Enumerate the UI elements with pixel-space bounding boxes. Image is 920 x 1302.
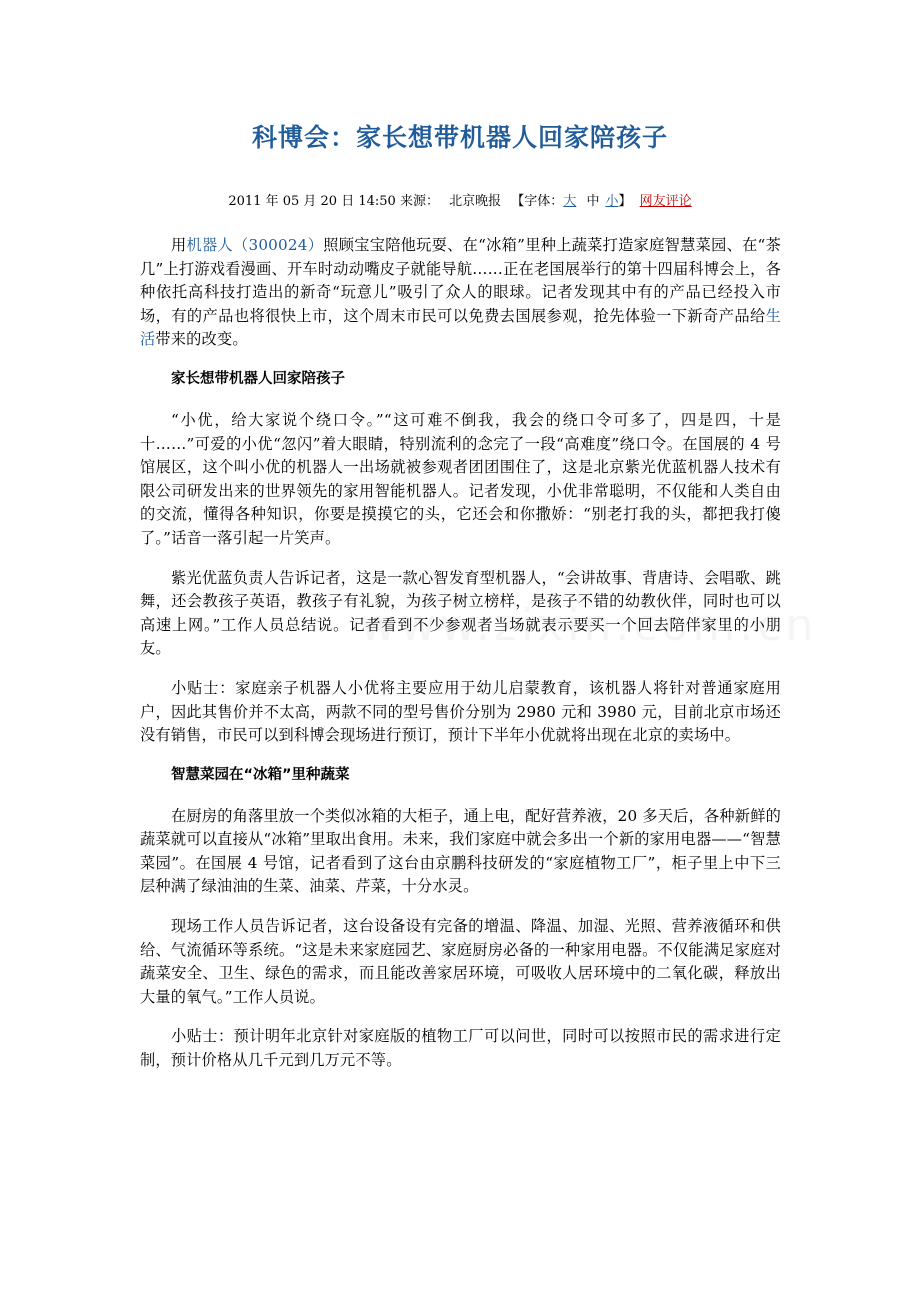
publish-time: 14:50: [358, 194, 396, 209]
article-title: 科博会：家长想带机器人回家陪孩子: [251, 123, 668, 152]
comments-link[interactable]: 网友评论: [639, 194, 692, 209]
article-meta: [0, 190, 920, 209]
paragraph-garden-tip: 小贴士：预计明年北京针对家庭版的植物工厂可以问世，同时可以按照市民的需求进行定制，预计价格从几千元到几万元不等。: [140, 1027, 781, 1070]
paragraph-robot-demo: “小优，给大家说个绕口令。”“这可难不倒我，我会的绕口令可多了，四是四，十是十……”可爱的小优“忽闪”着大眼睛，特别流利的念完了一段“高难度”绕口令。在国展的 4 号馆展区，这个叫小优的机器人一出场就被参观者团团围住了，这是北京紫光优蓝机器人技术有限公司研发出来的世界领先的家用智能机器人。记者发现，小优非常聪明，不仅能和人类自由的交流，懂得各种知识，你要是摸摸它的头，它还会和你撒娇：“别老打我的头，都把我打傻了。”话音一落引起一片笑声。: [140, 410, 781, 547]
intro-text-post: 带来的改变。: [155, 330, 248, 349]
paragraph-intro: [140, 234, 781, 352]
intro-text-mid: 照顾宝宝陪他玩耍、在“冰箱”里种上蔬菜打造家庭智慧菜园、在“茶几”上打游戏看漫画、开车时动动嘴皮子就能导航……正在老国展举行的第十四届科博会上，各种依托高科技打造出的新奇“玩意儿”吸引了众人的眼球。记者发现其中有的产品已经投入市场，有的产品也将很快上市，这个周末市民可以免费去国展参观，抢先体验一下新奇产品给: [140, 236, 782, 325]
source-name: 北京晚报: [449, 194, 502, 209]
section-heading-robot: 家长想带机器人回家陪孩子: [171, 370, 345, 387]
robot-stock-link[interactable]: 机器人（300024）: [186, 236, 324, 254]
paragraph-garden-features: 现场工作人员告诉记者，这台设备设有完备的增温、降温、加湿、光照、营养液循环和供给、气流循环等系统。“这是未来家庭园艺、家庭厨房必备的一种家用电器。不仅能满足家庭对蔬菜安全、卫生、绿色的需求，而且能改善家居环境，可吸收人居环境中的二氧化碳，释放出大量的氧气。”工作人员说。: [140, 917, 781, 1006]
article-body: [140, 234, 781, 1089]
intro-text-pre: 用: [171, 236, 187, 254]
source-label: 来源：: [399, 194, 439, 209]
publish-date: 2011 年 05 月 20 日: [228, 194, 355, 209]
paragraph-robot-tip: 小贴士：家庭亲子机器人小优将主要应用于幼儿启蒙教育，该机器人将针对普通家庭用户，因此其售价并不太高，两款不同的型号售价分别为 2980 元和 3980 元，目前北京市场还没有销售，市民可以到科博会现场进行预订，预计下半年小优就将出现在北京的卖场中。: [140, 678, 781, 745]
font-size-medium: 中: [586, 194, 600, 209]
section-heading-garden: 智慧菜园在“冰箱”里种蔬菜: [171, 766, 350, 783]
font-size-close: 】: [618, 194, 632, 209]
font-size-open: 【字体：: [511, 194, 564, 209]
paragraph-garden-intro: 在厨房的角落里放一个类似冰箱的大柜子，通上电，配好营养液，20 多天后，各种新鲜的蔬菜就可以直接从“冰箱”里取出食用。未来，我们家庭中就会多出一个新的家用电器——“智慧菜园”。在国展 4 号馆，记者看到了这台由京鹏科技研发的“家庭植物工厂”，柜子里上中下三层种满了绿油油的生菜、油菜、芹菜，十分水灵。: [140, 806, 781, 896]
life-link[interactable]: 生活: [140, 306, 781, 349]
paragraph-robot-features: 紫光优蓝负责人告诉记者，这是一款心智发育型机器人，“会讲故事、背唐诗、会唱歌、跳舞，还会教孩子英语，教孩子有礼貌，为孩子树立榜样，是孩子不错的幼教伙伴，同时也可以高速上网。”工作人员总结说。记者看到不少参观者当场就表示要买一个回去陪伴家里的小朋友。: [140, 568, 781, 658]
font-size-small-link[interactable]: 小: [605, 194, 619, 209]
font-size-large-link[interactable]: 大: [563, 194, 577, 209]
